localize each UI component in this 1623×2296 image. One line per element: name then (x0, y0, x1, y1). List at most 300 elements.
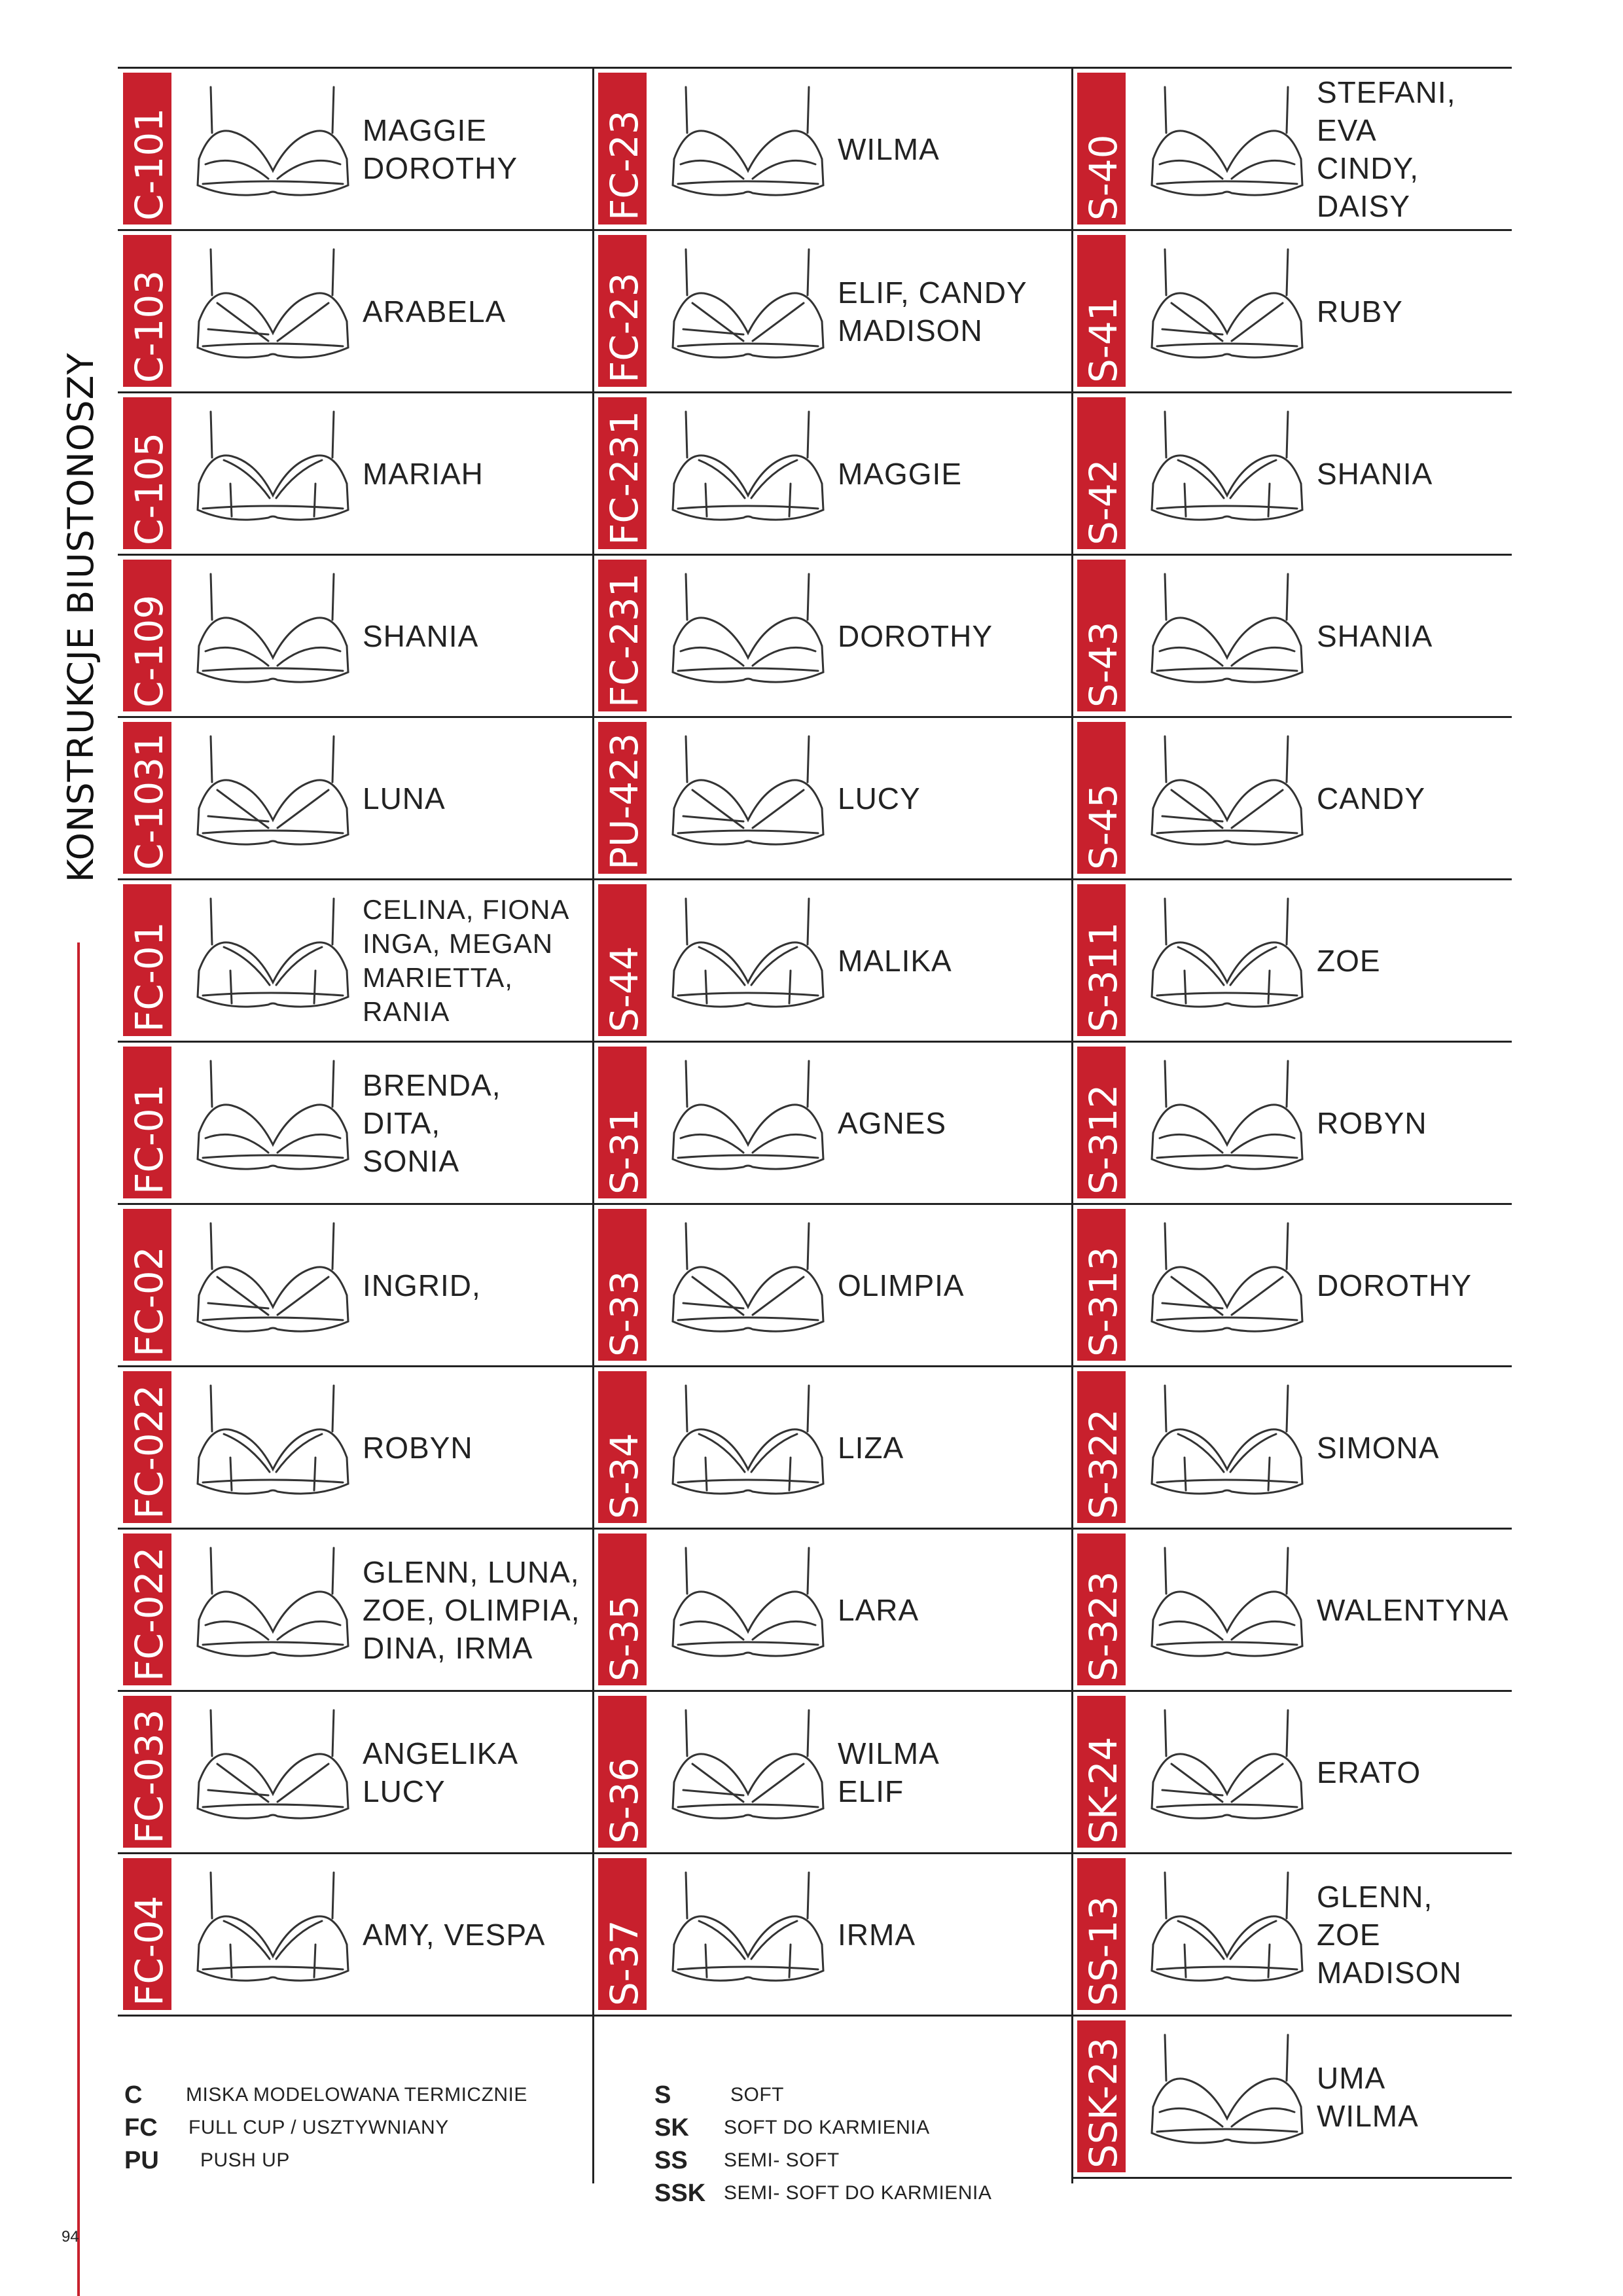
model-code-badge (1077, 235, 1126, 387)
model-name-line: UMA (1317, 2060, 1386, 2095)
model-names (363, 1367, 586, 1528)
legend-key: SSK (654, 2179, 706, 2207)
legend-desc: SEMI- SOFT DO KARMIENIA (724, 2182, 992, 2204)
table-row (593, 229, 1072, 391)
bra-sketch-icon (666, 730, 830, 864)
model-code: FC-04 (127, 1895, 171, 2006)
model-code: FC-033 (127, 1709, 171, 1844)
model-cell (1072, 718, 1512, 878)
bra-sketch-icon (191, 892, 355, 1026)
bra-sketch-icon (191, 1217, 355, 1351)
model-code: FC-02 (127, 1246, 171, 1357)
bra-sketch-icon (1145, 567, 1309, 702)
bra-sketch-icon (666, 567, 830, 702)
model-code: PU-423 (602, 732, 647, 870)
bra-sketch-icon (1145, 1379, 1309, 1513)
legend-right (654, 2079, 991, 2210)
model-name-line: WILMA (1317, 2098, 1419, 2133)
model-code-badge (598, 1047, 647, 1198)
model-name-line: LUNA (363, 781, 446, 816)
model-name-line: DINA, IRMA (363, 1630, 533, 1665)
model-code-badge (123, 560, 171, 711)
model-name-line: LIZA (838, 1430, 904, 1465)
model-code: S-33 (602, 1270, 647, 1357)
model-code: FC-01 (127, 922, 171, 1032)
bra-sketch-icon (191, 1704, 355, 1838)
model-names (363, 556, 586, 716)
model-names (1317, 718, 1505, 878)
model-name-line: ZOE (1317, 943, 1381, 978)
model-code-badge (598, 1858, 647, 2010)
legend-desc: FULL CUP / USZTYWNIANY (188, 2117, 449, 2138)
bra-sketch-icon (1145, 405, 1309, 539)
legend-item (124, 2111, 527, 2144)
model-name-line: GLENN, LUNA, (363, 1554, 580, 1589)
table-row (593, 1690, 1072, 1852)
model-names (838, 231, 1065, 391)
model-names (1317, 1530, 1509, 1690)
model-name-line: OLIMPIA (838, 1268, 965, 1302)
table-row (1072, 1528, 1512, 1690)
model-cell (593, 556, 1072, 716)
model-cell (1072, 1205, 1512, 1365)
model-names (838, 1205, 1065, 1365)
table-row (593, 554, 1072, 716)
model-code-badge (123, 1534, 171, 1685)
model-names (838, 1854, 1065, 2015)
model-name-line: DOROTHY (838, 619, 993, 653)
table-row (1072, 1690, 1512, 1852)
model-cell (118, 1367, 593, 1528)
table-row (593, 1852, 1072, 2015)
model-names (363, 69, 586, 229)
model-cell (1072, 1854, 1512, 2015)
table-row (1072, 1852, 1512, 2015)
table-row (118, 716, 593, 878)
table-row (118, 1852, 593, 2015)
bra-sketch-icon (191, 1866, 355, 2000)
model-name-line: ANGELIKA (363, 1736, 519, 1770)
bra-sketch-icon (1145, 892, 1309, 1026)
model-code: S-42 (1081, 459, 1126, 545)
model-name-line: INGRID, (363, 1268, 481, 1302)
model-code: S-312 (1081, 1084, 1126, 1194)
legend-key: SK (654, 2113, 689, 2142)
model-cell (118, 1692, 593, 1852)
model-names (838, 393, 1065, 554)
bra-sketch-icon (191, 81, 355, 215)
model-code-badge (1077, 73, 1126, 224)
model-code: FC-022 (127, 1384, 171, 1519)
legend-item (124, 2144, 527, 2177)
model-cell (118, 231, 593, 391)
table-row (118, 391, 593, 554)
bra-sketch-icon (1145, 1054, 1309, 1189)
model-code-badge (123, 722, 171, 874)
table-row (118, 1041, 593, 1203)
model-code-badge (1077, 1534, 1126, 1685)
bra-sketch-icon (666, 1379, 830, 1513)
model-cell (1072, 393, 1512, 554)
bra-sketch-icon (191, 1054, 355, 1189)
model-code-badge (123, 397, 171, 549)
bra-sketch-icon (1145, 81, 1309, 215)
table-row (1072, 878, 1512, 1041)
model-names (1317, 2017, 1505, 2177)
table-row (593, 878, 1072, 1041)
model-code: FC-01 (127, 1084, 171, 1194)
model-code: S-311 (1081, 922, 1126, 1032)
model-code: FC-231 (602, 573, 647, 708)
model-name-line: MAGGIE (838, 456, 963, 491)
model-cell (118, 718, 593, 878)
side-accent-rule (77, 942, 80, 2296)
model-name-line: DOROTHY (363, 151, 518, 185)
table-row (118, 1528, 593, 1690)
model-name-line: MARIAH (363, 456, 484, 491)
model-code: S-31 (602, 1108, 647, 1194)
bra-sketch-icon (1145, 243, 1309, 377)
model-cell (118, 1530, 593, 1690)
bra-sketch-icon (1145, 1217, 1309, 1351)
model-names (838, 1530, 1065, 1690)
model-cell (1072, 69, 1512, 229)
model-names (363, 1530, 586, 1690)
model-code: S-35 (602, 1595, 647, 1681)
model-code-badge (598, 235, 647, 387)
model-names (1317, 1043, 1505, 1203)
model-code: S-323 (1081, 1571, 1126, 1681)
model-names (1317, 1367, 1505, 1528)
model-code-badge (598, 1696, 647, 1848)
legend-item (654, 2177, 991, 2210)
bra-sketch-icon (666, 405, 830, 539)
model-name-line: MADISON (838, 313, 983, 348)
bra-sketch-icon (1145, 1541, 1309, 1676)
model-names (1317, 231, 1505, 391)
model-code-badge (123, 1371, 171, 1523)
bra-sketch-icon (666, 1217, 830, 1351)
bra-sketch-icon (191, 567, 355, 702)
legend-key: FC (124, 2113, 158, 2142)
model-cell (593, 1530, 1072, 1690)
table-row (1072, 229, 1512, 391)
table-row (118, 1203, 593, 1365)
bra-sketch-icon (191, 1541, 355, 1676)
model-name-line: RUBY (1317, 294, 1403, 329)
model-cell (593, 393, 1072, 554)
bra-sketch-icon (666, 1541, 830, 1676)
bra-sketch-icon (1145, 1704, 1309, 1838)
model-names (363, 1692, 586, 1852)
model-code: S-45 (1081, 783, 1126, 870)
model-name-line: WALENTYNA (1317, 1592, 1509, 1627)
model-code-badge (598, 560, 647, 711)
model-name-line: SHANIA (363, 619, 479, 653)
model-code-badge (1077, 722, 1126, 874)
legend-key: SS (654, 2146, 688, 2174)
model-name-line: MADISON (1317, 1955, 1462, 1990)
model-names (838, 69, 1065, 229)
model-cell (1072, 1043, 1512, 1203)
model-cell (118, 1854, 593, 2015)
legend-desc: SOFT DO KARMIENIA (724, 2117, 930, 2138)
table-row (593, 1203, 1072, 1365)
model-name-line: LARA (838, 1592, 919, 1627)
model-name-line: ARABELA (363, 294, 507, 329)
model-code-badge (598, 722, 647, 874)
model-cell (1072, 880, 1512, 1041)
model-code-badge (1077, 2020, 1126, 2172)
model-cell (593, 880, 1072, 1041)
model-name-line: INGA, MEGAN (363, 927, 554, 959)
bra-sketch-icon (191, 405, 355, 539)
model-code: FC-231 (602, 410, 647, 545)
bra-sketch-icon (666, 243, 830, 377)
model-cell (118, 556, 593, 716)
model-name-line: MALIKA (838, 943, 952, 978)
model-name-line: ERATO (1317, 1755, 1421, 1789)
model-names (1317, 556, 1505, 716)
model-names (1317, 393, 1505, 554)
bra-sketch-icon (666, 1054, 830, 1189)
model-code-badge (1077, 1209, 1126, 1361)
model-names (838, 880, 1065, 1041)
model-names (363, 393, 586, 554)
model-names (838, 1367, 1065, 1528)
legend-desc: SOFT (730, 2084, 784, 2106)
legend-desc: MISKA MODELOWANA TERMICZNIE (186, 2084, 527, 2106)
model-code-badge (1077, 1858, 1126, 2010)
model-name-line: CINDY, DAISY (1317, 151, 1419, 223)
model-names (363, 880, 586, 1041)
side-title-text: KONSTRUKCJE BIUSTONOSZY (60, 352, 101, 882)
model-code: SS-13 (1081, 1895, 1126, 2006)
table-row (118, 67, 593, 229)
model-code-badge (123, 884, 171, 1036)
model-cell (593, 1367, 1072, 1528)
model-code-badge (598, 73, 647, 224)
model-name-line: WILMA (838, 1736, 940, 1770)
column-divider (1071, 67, 1073, 2183)
model-code: S-37 (602, 1920, 647, 2006)
table-row (1072, 1041, 1512, 1203)
model-names (838, 556, 1065, 716)
model-code-badge (1077, 884, 1126, 1036)
model-name-line: AGNES (838, 1105, 947, 1140)
model-names (363, 718, 586, 878)
model-code: S-36 (602, 1757, 647, 1844)
row-divider (118, 2015, 593, 2017)
model-code: FC-23 (602, 110, 647, 221)
legend-item (654, 2079, 991, 2111)
model-code: S-44 (602, 946, 647, 1032)
model-code: SK-24 (1081, 1736, 1126, 1844)
model-code: C-105 (127, 432, 171, 545)
model-name-line: BRENDA, DITA, (363, 1067, 501, 1140)
model-cell (1072, 556, 1512, 716)
model-code-badge (123, 1209, 171, 1361)
model-cell (593, 1692, 1072, 1852)
model-code-badge (598, 1209, 647, 1361)
table-row (593, 1365, 1072, 1528)
model-code-badge (598, 1371, 647, 1523)
table-row (593, 1041, 1072, 1203)
model-code-badge (1077, 397, 1126, 549)
model-cell (1072, 1367, 1512, 1528)
model-code-badge (598, 397, 647, 549)
model-code: C-109 (127, 594, 171, 708)
table-row (1072, 2015, 1512, 2177)
model-name-line: AMY, VESPA (363, 1917, 546, 1952)
table-row (593, 67, 1072, 229)
model-names (363, 1854, 586, 2015)
model-code: C-1031 (127, 732, 171, 870)
model-cell (1072, 1692, 1512, 1852)
model-names (838, 1692, 1065, 1852)
model-code: S-313 (1081, 1246, 1126, 1357)
model-cell (1072, 1530, 1512, 1690)
model-name-line: MARIETTA, (363, 961, 513, 993)
model-cell (118, 1205, 593, 1365)
model-code-badge (598, 1534, 647, 1685)
table-row (593, 716, 1072, 878)
model-cell (1072, 231, 1512, 391)
model-name-line: SHANIA (1317, 619, 1433, 653)
model-cell (118, 880, 593, 1041)
legend-desc: PUSH UP (200, 2149, 290, 2171)
model-names (1317, 69, 1505, 229)
model-name-line: ELIF (838, 1774, 904, 1808)
model-code: S-322 (1081, 1408, 1126, 1519)
legend-key: S (654, 2081, 671, 2109)
model-code-badge (1077, 560, 1126, 711)
bra-sketch-icon (191, 730, 355, 864)
model-names (363, 1043, 586, 1203)
model-name-line: MAGGIE (363, 113, 488, 147)
model-code-badge (598, 884, 647, 1036)
model-code: C-103 (127, 270, 171, 383)
model-names (1317, 880, 1505, 1041)
model-name-line: LUCY (363, 1774, 446, 1808)
row-divider (593, 2015, 1072, 2017)
table-row (118, 1690, 593, 1852)
model-name-line: CELINA, FIONA (363, 893, 570, 925)
model-name-line: ROBYN (363, 1430, 473, 1465)
model-cell (593, 69, 1072, 229)
legend-item (124, 2079, 527, 2111)
model-code: S-34 (602, 1433, 647, 1519)
model-code: FC-23 (602, 272, 647, 383)
model-cell (118, 393, 593, 554)
table-row (1072, 391, 1512, 554)
model-code: S-43 (1081, 621, 1126, 708)
model-code-badge (1077, 1696, 1126, 1848)
model-names (1317, 1205, 1505, 1365)
bra-sketch-icon (666, 81, 830, 215)
legend-item (654, 2111, 991, 2144)
bra-sketch-icon (666, 892, 830, 1026)
page-number: 94 (62, 2228, 79, 2246)
bra-sketch-icon (191, 243, 355, 377)
table-row (593, 1528, 1072, 1690)
model-names (363, 231, 586, 391)
model-code-badge (123, 1047, 171, 1198)
table-row (593, 391, 1072, 554)
model-name-line: ZOE, OLIMPIA, (363, 1592, 580, 1627)
table-row (118, 554, 593, 716)
table-row (1072, 67, 1512, 229)
model-code: FC-022 (127, 1547, 171, 1681)
model-names (838, 1043, 1065, 1203)
model-name-line: SIMONA (1317, 1430, 1440, 1465)
table-row (1072, 1365, 1512, 1528)
model-name-line: DOROTHY (1317, 1268, 1472, 1302)
model-cell (118, 1043, 593, 1203)
column-divider (592, 67, 594, 2183)
row-divider (1072, 2177, 1512, 2179)
table-row (1072, 716, 1512, 878)
model-cell (593, 1205, 1072, 1365)
model-name-line: LUCY (838, 781, 921, 816)
model-cell (1072, 2017, 1512, 2177)
bra-sketch-icon (666, 1866, 830, 2000)
legend-key: C (124, 2081, 143, 2109)
model-code: S-40 (1081, 134, 1126, 221)
model-name-line: SONIA (363, 1143, 460, 1178)
model-cell (593, 1854, 1072, 2015)
model-names (1317, 1692, 1505, 1852)
bra-sketch-icon (1145, 1866, 1309, 2000)
model-cell (593, 718, 1072, 878)
legend-item (654, 2144, 991, 2177)
legend-desc: SEMI- SOFT (724, 2149, 840, 2171)
model-code: C-101 (127, 107, 171, 221)
model-cell (593, 231, 1072, 391)
model-names (363, 1205, 586, 1365)
table-row (118, 878, 593, 1041)
bra-sketch-icon (191, 1379, 355, 1513)
bra-sketch-icon (1145, 730, 1309, 864)
table-row (118, 229, 593, 391)
model-code-badge (123, 1858, 171, 2010)
table-row (118, 1365, 593, 1528)
model-names (838, 718, 1065, 878)
model-name-line: STEFANI, EVA (1317, 75, 1456, 147)
table-row (1072, 554, 1512, 716)
model-name-line: GLENN, ZOE (1317, 1879, 1433, 1952)
table-row (1072, 1203, 1512, 1365)
model-code: S-41 (1081, 296, 1126, 383)
model-name-line: CANDY (1317, 781, 1426, 816)
model-name-line: IRMA (838, 1917, 916, 1952)
bra-sketch-icon (1145, 2028, 1309, 2162)
model-name-line: WILMA (838, 132, 940, 166)
model-code-badge (123, 73, 171, 224)
legend-left (124, 2079, 527, 2177)
model-code-badge (123, 1696, 171, 1848)
model-code-badge (1077, 1371, 1126, 1523)
model-name-line: RANIA (363, 996, 450, 1027)
model-code: SSK-23 (1081, 2037, 1126, 2168)
model-names (1317, 1854, 1505, 2015)
bra-sketch-icon (666, 1704, 830, 1838)
model-name-line: ROBYN (1317, 1105, 1427, 1140)
model-code-badge (123, 235, 171, 387)
model-cell (593, 1043, 1072, 1203)
model-cell (118, 69, 593, 229)
model-name-line: ELIF, CANDY (838, 275, 1027, 310)
